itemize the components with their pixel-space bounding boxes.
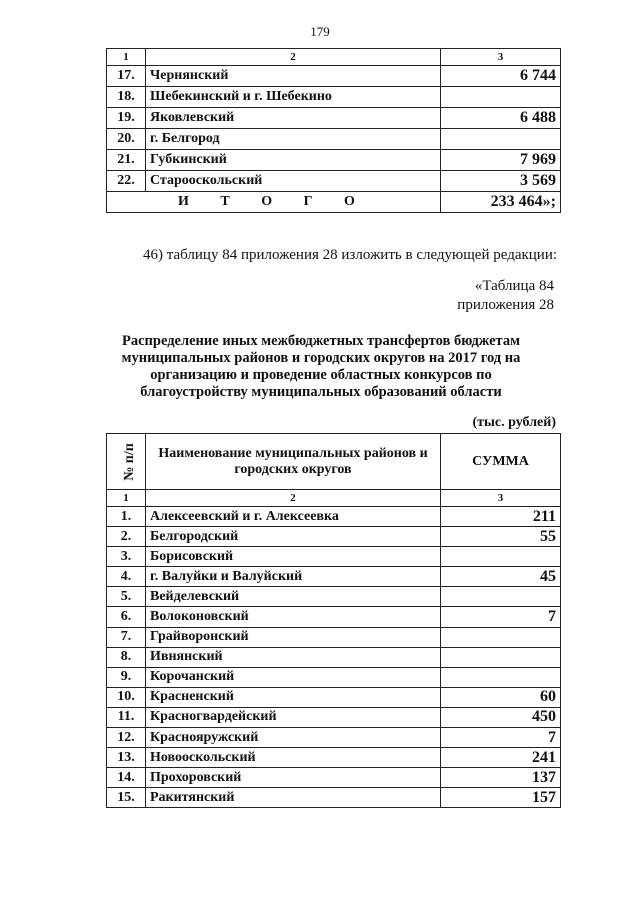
- units-label: (тыс. рублей): [472, 415, 556, 430]
- amount-value: 241: [441, 748, 561, 768]
- table-row: [107, 66, 561, 87]
- row-number: 2.: [107, 527, 146, 547]
- table-row: [107, 567, 561, 587]
- table-row: [107, 87, 561, 108]
- district-name: Новооскольский: [146, 748, 441, 768]
- row-number: 14.: [107, 768, 146, 788]
- header-number-text: № п/п: [121, 442, 137, 481]
- table-row: [107, 728, 561, 748]
- column-number-3: 3: [441, 490, 561, 507]
- column-number-row: [107, 49, 561, 66]
- district-name: г. Валуйки и Валуйский: [146, 567, 441, 587]
- amount-value: 7: [441, 607, 561, 627]
- amount-value: [441, 547, 561, 567]
- table-row: [107, 150, 561, 171]
- row-number: 21.: [107, 150, 146, 171]
- row-number: 7.: [107, 627, 146, 647]
- table-row: [107, 108, 561, 129]
- table-row: [107, 129, 561, 150]
- district-name: Белгородский: [146, 527, 441, 547]
- distribution-table: [106, 433, 561, 808]
- row-number: 8.: [107, 647, 146, 667]
- district-name: Губкинский: [146, 150, 441, 171]
- header-name: Наименование муниципальных районов и городских округов: [146, 434, 441, 490]
- row-number: 1.: [107, 507, 146, 527]
- table-row: [107, 667, 561, 687]
- amount-value: 137: [441, 768, 561, 788]
- amount-value: 157: [441, 788, 561, 808]
- total-row: [107, 192, 561, 213]
- amount-value: 6 488: [441, 108, 561, 129]
- amount-value: 60: [441, 687, 561, 707]
- district-name: г. Белгород: [146, 129, 441, 150]
- table-row: [107, 507, 561, 527]
- district-name: Шебекинский и г. Шебекино: [146, 87, 441, 108]
- table-row: [107, 587, 561, 607]
- amount-value: [441, 87, 561, 108]
- district-name: Вейделевский: [146, 587, 441, 607]
- table-row: [107, 687, 561, 707]
- column-number-row: [107, 490, 561, 507]
- district-name: Ивнянский: [146, 647, 441, 667]
- table-row: [107, 748, 561, 768]
- row-number: 19.: [107, 108, 146, 129]
- table-row: [107, 607, 561, 627]
- amount-value: 211: [441, 507, 561, 527]
- table-row: [107, 171, 561, 192]
- table-row: [107, 647, 561, 667]
- table-row: [107, 627, 561, 647]
- row-number: 20.: [107, 129, 146, 150]
- table-header-row: [107, 434, 561, 490]
- table-reference: «Таблица 84: [474, 278, 554, 294]
- table-row: [107, 547, 561, 567]
- amount-value: 7 969: [441, 150, 561, 171]
- amount-value: 7: [441, 728, 561, 748]
- district-name: Борисовский: [146, 547, 441, 567]
- district-name: Яковлевский: [146, 108, 441, 129]
- table-title: Распределение иных межбюджетных трансфертов бюджетам муниципальных районов и городских округов на 2017 год на организацию и проведение областных конкурсов по благоустройству муниципальных образований области: [121, 333, 521, 400]
- row-number: 6.: [107, 607, 146, 627]
- row-number: 4.: [107, 567, 146, 587]
- table-row: [107, 527, 561, 547]
- row-number: 12.: [107, 728, 146, 748]
- district-name: Красногвардейский: [146, 707, 441, 727]
- row-number: 11.: [107, 707, 146, 727]
- table-row: [107, 768, 561, 788]
- district-name: Волоконовский: [146, 607, 441, 627]
- row-number: 15.: [107, 788, 146, 808]
- district-name: Ракитянский: [146, 788, 441, 808]
- row-number: 9.: [107, 667, 146, 687]
- header-sum: СУММА: [441, 434, 561, 490]
- header-number: [107, 434, 146, 490]
- row-number: 18.: [107, 87, 146, 108]
- amount-value: [441, 129, 561, 150]
- row-number: 5.: [107, 587, 146, 607]
- amendment-instruction: 46) таблицу 84 приложения 28 изложить в следующей редакции:: [143, 247, 558, 263]
- column-number-2: 2: [146, 490, 441, 507]
- row-number: 10.: [107, 687, 146, 707]
- amount-value: [441, 627, 561, 647]
- column-number-1: 1: [107, 49, 146, 66]
- district-name: Алексеевский и г. Алексеевка: [146, 507, 441, 527]
- total-label: И Т О Г О: [107, 192, 441, 213]
- row-number: 17.: [107, 66, 146, 87]
- amount-value: [441, 587, 561, 607]
- amount-value: 3 569: [441, 171, 561, 192]
- table-row: [107, 707, 561, 727]
- district-name: Старооскольский: [146, 171, 441, 192]
- row-number: 22.: [107, 171, 146, 192]
- amount-value: [441, 667, 561, 687]
- district-name: Краснояружский: [146, 728, 441, 748]
- table-row: [107, 788, 561, 808]
- column-number-3: 3: [441, 49, 561, 66]
- amount-value: 55: [441, 527, 561, 547]
- amount-value: 450: [441, 707, 561, 727]
- district-name: Грайворонский: [146, 627, 441, 647]
- amount-value: 45: [441, 567, 561, 587]
- district-name: Чернянский: [146, 66, 441, 87]
- row-number: 3.: [107, 547, 146, 567]
- appendix-reference: приложения 28: [457, 297, 554, 313]
- column-number-2: 2: [146, 49, 441, 66]
- amount-value: 6 744: [441, 66, 561, 87]
- district-name: Корочанский: [146, 667, 441, 687]
- table-continuation: [106, 48, 561, 213]
- row-number: 13.: [107, 748, 146, 768]
- district-name: Красненский: [146, 687, 441, 707]
- district-name: Прохоровский: [146, 768, 441, 788]
- page-number: 179: [310, 24, 330, 39]
- column-number-1: 1: [107, 490, 146, 507]
- amount-value: [441, 647, 561, 667]
- total-value: 233 464»;: [441, 192, 561, 213]
